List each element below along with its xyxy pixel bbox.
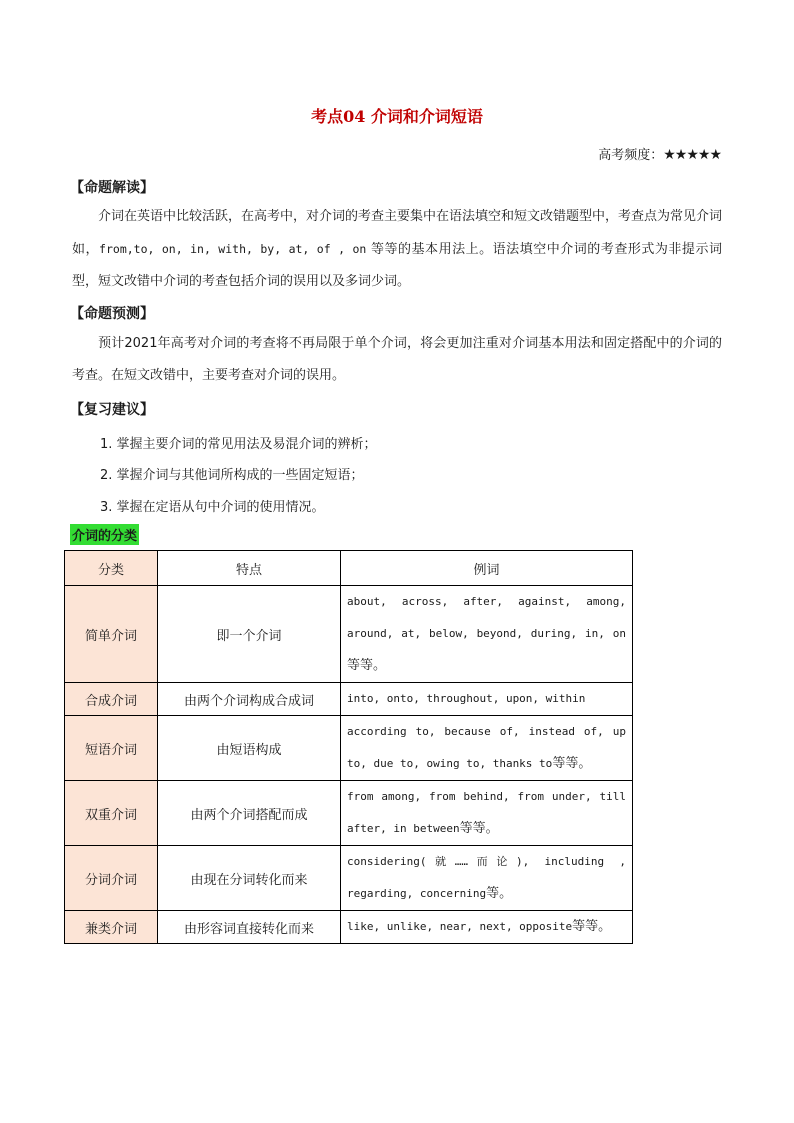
review-item: 1. 掌握主要介词的常见用法及易混介词的辨析； xyxy=(100,437,377,452)
type-cell: 合成介词 xyxy=(65,683,158,716)
examples-cell xyxy=(341,716,633,781)
examples-text: according to, because of, instead of, up to, due to, owing to, thanks to xyxy=(347,725,626,770)
examples-suffix: 等。 xyxy=(486,886,513,901)
feature-cell: 由现在分词转化而来 xyxy=(158,846,341,911)
type-cell: 简单介词 xyxy=(65,586,158,683)
preposition-table xyxy=(64,550,633,944)
examples-text: like, unlike, near, next, opposite xyxy=(347,920,573,933)
examples-text: from among, from behind, from under, till after, in between xyxy=(347,790,626,835)
frequency-rating xyxy=(598,144,721,163)
section-interpret-heading: 【命题解读】 xyxy=(70,180,154,196)
feature-cell: 即一个介词 xyxy=(158,586,341,683)
header-feature: 特点 xyxy=(158,551,341,586)
feature-cell: 由两个介词构成合成词 xyxy=(158,683,341,716)
examples-cell xyxy=(341,781,633,846)
examples-cell xyxy=(341,586,633,683)
table-row xyxy=(65,586,633,683)
interpret-text-2: 等等的基本用法上。语法填空中介词的考查形式为非提示词型，短文改错中介词的考查包括介词的误用以及多词少词。 xyxy=(72,242,722,289)
review-item: 3. 掌握在定语从句中介词的使用情况。 xyxy=(100,500,325,515)
type-cell: 短语介词 xyxy=(65,716,158,781)
type-cell: 双重介词 xyxy=(65,781,158,846)
feature-cell: 由短语构成 xyxy=(158,716,341,781)
feature-cell: 由形容词直接转化而来 xyxy=(158,911,341,944)
star-icon-group: ★★★★★ xyxy=(663,147,721,163)
interpret-text-1: 介词在英语中比较活跃，在高考中，对介词的考查主要集中在语法填空和短文改错题型中，考查点为常见介词如， xyxy=(72,209,723,257)
examples-cell xyxy=(341,911,633,944)
examples-text: into, onto, throughout, upon, within xyxy=(347,692,586,705)
section-review-heading: 【复习建议】 xyxy=(70,402,154,418)
table-row xyxy=(65,781,633,846)
page-title: 考点04 介词和介词短语 xyxy=(311,107,483,126)
examples-cell xyxy=(341,846,633,911)
table-row xyxy=(65,911,633,944)
examples-cell xyxy=(341,683,633,716)
predict-paragraph xyxy=(72,328,722,392)
header-type: 分类 xyxy=(65,551,158,586)
examples-suffix: 等等。 xyxy=(347,658,387,673)
table-row xyxy=(65,683,633,716)
examples-suffix: 等等。 xyxy=(459,821,499,836)
table-header-row xyxy=(65,551,633,586)
examples-text: considering(就……而论), including , regarding, concerning xyxy=(347,855,626,900)
interpret-paragraph xyxy=(72,201,722,298)
table-row xyxy=(65,846,633,911)
examples-suffix: 等等。 xyxy=(552,756,592,771)
classification-heading: 介词的分类 xyxy=(70,524,139,545)
review-item: 2. 掌握介词与其他词所构成的一些固定短语； xyxy=(100,468,364,483)
type-cell: 分词介词 xyxy=(65,846,158,911)
header-examples: 例词 xyxy=(341,551,633,586)
feature-cell: 由两个介词搭配而成 xyxy=(158,781,341,846)
interpret-words: from,to, on, in, with, by, at, of , on xyxy=(99,242,367,256)
frequency-label: 高考频度： xyxy=(598,148,664,163)
type-cell: 兼类介词 xyxy=(65,911,158,944)
examples-suffix: 等等。 xyxy=(572,919,612,934)
examples-text: about, across, after, against, among, around, at, below, beyond, during, in, on xyxy=(347,595,626,640)
predict-text: 预计2021年高考对介词的考查将不再局限于单个介词，将会更加注重对介词基本用法和固定搭配中的介词的考查。在短文改错中，主要考查对介词的误用。 xyxy=(72,336,722,383)
section-predict-heading: 【命题预测】 xyxy=(70,306,154,322)
table-row xyxy=(65,716,633,781)
